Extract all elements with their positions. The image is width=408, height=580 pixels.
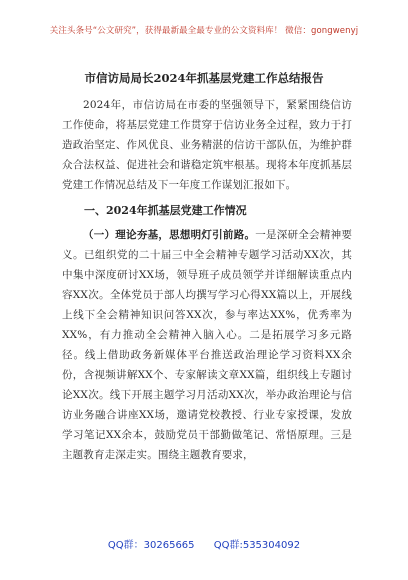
intro-paragraph: 2024年，市信访局在市委的坚强领导下，紧紧围绕信访工作使命，将基层党建工作贯穿于信访业务全过程，致力于打造政治坚定、作风优良、业务精湛的信访干部队伍，为维护群众合法权益、促进社会和谐稳定筑牢根基。现将本年度抓基层党建工作情况总结及下一年度工作谋划汇报如下。: [62, 99, 352, 191]
subsection-body: 一是深研全会精神要义。已组织党的二十届三中全会精神专题学习活动XX次，其中集中深度研讨XX场，领导班子成员领学并详细解读重点内容XX次。全体党员于部人均撰写学习心得XX篇以上，开展线上线下全会精神知识问答XX次，参与率达XX%，优秀率为XX%，有力推动全会精神入脑入心。二是拓展学习多元路径。线上借助政务新媒体平台推送政治理论学习资料XX余份，含视频讲解XX个、专家解读文章XX篇，组织线上专题讨论XX次。线下开展主题学习月活动XX次，举办政治理论与信访业务融合讲座XX场，邀请党校教授、行业专家授课，发放学习笔记XX余本，鼓励党员干部勤做笔记、常悟原理。三是主题教育走深走实。围绕主题教育要求，: [62, 229, 352, 461]
document-title: 市信访局局长2024年抓基层党建工作总结报告: [84, 71, 324, 85]
header-banner: 关注头条号“公文研究”，获得最新最全最专业的公文资料库！ 微信：gongwenyj: [49, 26, 359, 36]
qq-group-primary: QQ群：30265665: [107, 540, 195, 551]
subsection-paragraph: [62, 225, 352, 465]
footer-contact: [0, 536, 408, 551]
qq-group-secondary: QQ群:535304092: [213, 540, 301, 551]
subsection-lead: （一）理论夯基，思想明灯引前路。: [83, 229, 256, 241]
document-body: [62, 95, 352, 465]
section-heading: 一、2024年抓基层党建工作情况: [84, 204, 247, 217]
